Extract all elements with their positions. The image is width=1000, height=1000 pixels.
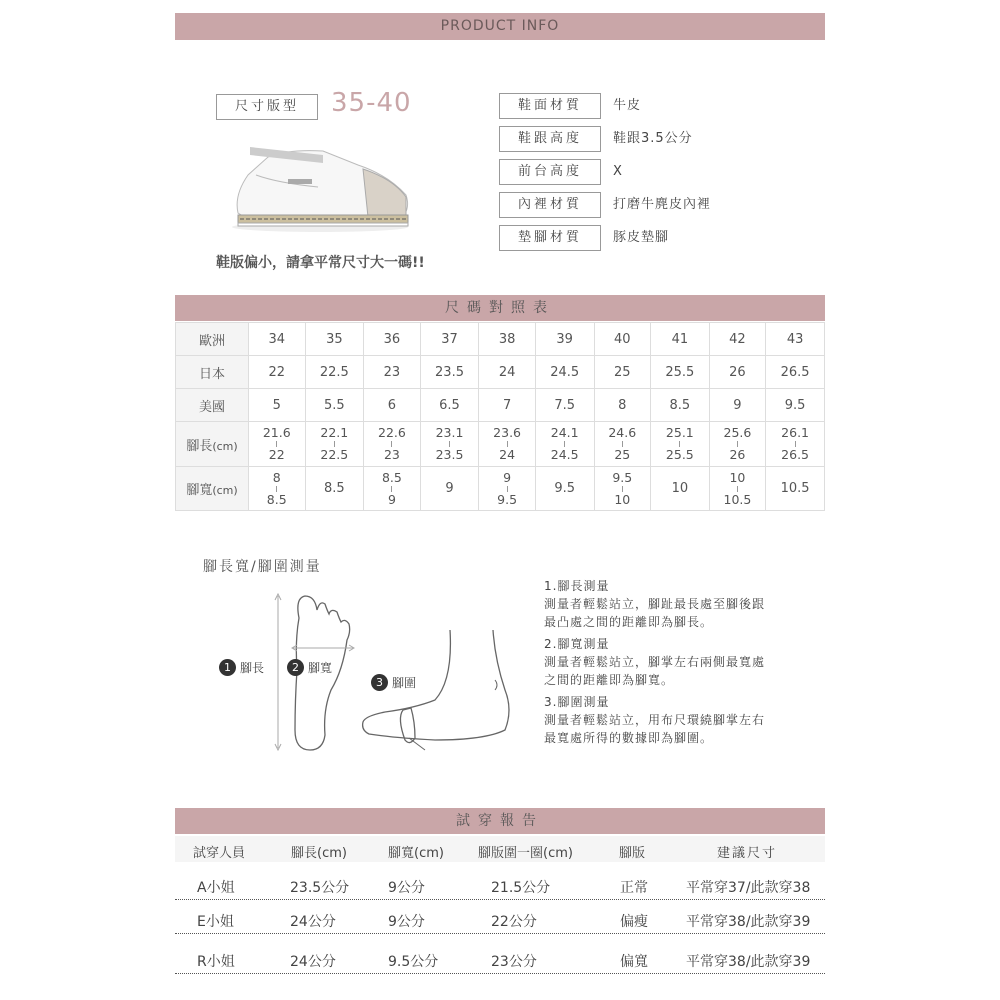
size-range: 35-40: [331, 88, 412, 118]
report-row: [175, 943, 825, 974]
spec-label-insole: 墊腳材質: [499, 225, 601, 251]
cell-eu: 34: [249, 323, 306, 356]
table-row-eu: [176, 323, 825, 356]
length-min: 26.1: [781, 425, 810, 440]
cell-width: [709, 467, 766, 511]
cell-us: 6.5: [420, 389, 479, 422]
report-cell: 平常穿37/此款穿38: [686, 880, 811, 896]
cell-jp: 26: [709, 356, 766, 389]
cell-width: 8.5: [305, 467, 364, 511]
report-cell: 正常: [620, 880, 648, 896]
cell-length: [420, 422, 479, 467]
report-cell: E小姐: [197, 914, 234, 930]
row-header-length-label: 腳長: [186, 438, 213, 454]
report-header: 腳長(cm): [291, 846, 347, 861]
badge-girth-num: 3: [371, 674, 388, 691]
cell-us: 9.5: [766, 389, 825, 422]
cell-width: [249, 467, 306, 511]
badge-length-label: 腳長: [240, 661, 265, 675]
length-min: 23.6: [493, 425, 522, 440]
width-min: 8.5: [381, 469, 402, 485]
report-cell: 平常穿38/此款穿39: [686, 954, 811, 970]
table-row-us: [176, 389, 825, 422]
badge-length-num: 1: [219, 659, 236, 676]
step-title: 2.腳寬測量: [544, 637, 610, 651]
size-type-label: 尺寸版型: [216, 94, 318, 120]
report-cell: 9公分: [388, 914, 425, 930]
report-row: [175, 869, 825, 900]
length-max: 22: [268, 447, 285, 462]
row-header-us: 美國: [176, 389, 249, 422]
length-max: 24: [499, 447, 516, 462]
cell-jp: 23.5: [420, 356, 479, 389]
row-header-jp: 日本: [176, 356, 249, 389]
report-header: 腳版: [619, 846, 646, 861]
cell-jp: 25: [594, 356, 651, 389]
cell-eu: 36: [364, 323, 421, 356]
cell-jp: 24.5: [535, 356, 594, 389]
report-cell: 9.5公分: [388, 954, 439, 970]
spec-value-heel: 鞋跟3.5公分: [613, 131, 693, 146]
cell-us: 5: [249, 389, 306, 422]
length-min: 24.1: [550, 425, 579, 440]
cell-length: [651, 422, 710, 467]
width-max: 10.5: [723, 491, 752, 507]
report-cell: A小姐: [197, 880, 235, 896]
size-table: [175, 322, 825, 511]
row-header-width: [176, 467, 249, 511]
badge-girth: [371, 674, 416, 691]
spec-label-lining: 內裡材質: [499, 192, 601, 218]
badge-width: [287, 659, 332, 676]
size-note: 鞋版偏小，請拿平常尺寸大一碼!!: [216, 255, 425, 271]
report-header-row: [175, 836, 825, 862]
spec-label-upper: 鞋面材質: [499, 93, 601, 119]
cell-jp: 22.5: [305, 356, 364, 389]
step-text: 之間的距離即為腳寬。: [544, 673, 675, 687]
cell-width: [364, 467, 421, 511]
width-min: 10: [729, 469, 746, 485]
cell-us: 9: [709, 389, 766, 422]
cell-length: [479, 422, 536, 467]
spec-label-platform: 前台高度: [499, 159, 601, 185]
length-max: 23.5: [435, 447, 464, 462]
report-cell: 24公分: [290, 954, 336, 970]
length-max: 24.5: [550, 447, 579, 462]
step-title: 1.腳長測量: [544, 579, 610, 593]
report-cell: 9公分: [388, 880, 425, 896]
length-max: 25: [614, 447, 631, 462]
cell-us: 8.5: [651, 389, 710, 422]
cell-eu: 40: [594, 323, 651, 356]
measure-step-3: [544, 693, 765, 747]
cell-width: 10.5: [766, 467, 825, 511]
row-header-length-unit: (cm): [212, 439, 238, 453]
spec-value-insole: 豚皮墊腳: [613, 230, 670, 245]
cell-jp: 22: [249, 356, 306, 389]
length-min: 25.6: [723, 425, 752, 440]
spec-value-lining: 打磨牛麂皮內裡: [613, 197, 712, 212]
cell-length: [249, 422, 306, 467]
report-header: 試穿人員: [193, 846, 246, 861]
cell-eu: 41: [651, 323, 710, 356]
cell-jp: 25.5: [651, 356, 710, 389]
length-max: 26: [729, 447, 746, 462]
cell-eu: 39: [535, 323, 594, 356]
spec-value-upper: 牛皮: [613, 98, 642, 113]
width-min: 9: [503, 469, 512, 485]
cell-length: [364, 422, 421, 467]
badge-length: [219, 659, 264, 676]
cell-us: 6: [364, 389, 421, 422]
report-header: 腳寬(cm): [388, 846, 444, 861]
spec-label-heel: 鞋跟高度: [499, 126, 601, 152]
cell-us: 7.5: [535, 389, 594, 422]
step-text: 測量者輕鬆站立，腳掌左右兩側最寬處: [544, 655, 766, 669]
badge-width-num: 2: [287, 659, 304, 676]
spec-value-platform: X: [613, 164, 623, 179]
table-row-jp: [176, 356, 825, 389]
step-text: 測量者輕鬆站立，用布尺環繞腳掌左右: [544, 713, 766, 727]
length-min: 22.6: [378, 425, 406, 440]
cell-length: [594, 422, 651, 467]
report-cell: 24公分: [290, 914, 336, 930]
measure-step-2: [544, 635, 765, 689]
step-title: 3.腳圍測量: [544, 695, 610, 709]
cell-length: [305, 422, 364, 467]
cell-length: [709, 422, 766, 467]
length-min: 25.1: [665, 425, 694, 440]
report-cell: 平常穿38/此款穿39: [686, 914, 811, 930]
step-text: 測量者輕鬆站立，腳趾最長處至腳後跟: [544, 597, 766, 611]
report-cell: 22公分: [491, 914, 537, 930]
length-max: 23: [383, 447, 400, 462]
width-min: 8: [272, 469, 281, 485]
measure-step-1: [544, 577, 765, 631]
report-row: [175, 903, 825, 934]
row-header-eu: 歐洲: [176, 323, 249, 356]
cell-eu: 43: [766, 323, 825, 356]
cell-width: [479, 467, 536, 511]
report-cell: 23.5公分: [290, 880, 350, 896]
step-text: 最凸處之間的距離即為腳長。: [544, 615, 714, 629]
width-max: 8.5: [266, 491, 287, 507]
row-header-width-label: 腳寬: [186, 483, 213, 498]
cell-us: 5.5: [305, 389, 364, 422]
product-info-header: PRODUCT INFO: [175, 13, 825, 40]
report-header: 腳版圍一圈(cm): [478, 846, 573, 861]
report-title: 試穿報告: [175, 808, 825, 834]
width-max: 9: [387, 491, 396, 507]
length-min: 24.6: [608, 425, 637, 440]
cell-eu: 38: [479, 323, 536, 356]
width-min: 9.5: [612, 469, 633, 485]
badge-width-label: 腳寬: [308, 661, 333, 675]
cell-width: 10: [651, 467, 710, 511]
cell-jp: 24: [479, 356, 536, 389]
row-header-width-unit: (cm): [212, 484, 238, 497]
cell-eu: 42: [709, 323, 766, 356]
badge-girth-label: 腳圍: [392, 676, 417, 690]
length-min: 23.1: [435, 425, 464, 440]
cell-length: [766, 422, 825, 467]
size-table-title: 尺碼對照表: [175, 295, 825, 321]
cell-eu: 37: [420, 323, 479, 356]
length-max: 26.5: [781, 447, 810, 462]
width-max: 10: [614, 491, 631, 507]
width-max: 9.5: [497, 491, 518, 507]
cell-eu: 35: [305, 323, 364, 356]
report-cell: 偏瘦: [620, 914, 648, 930]
table-row-length: [176, 422, 825, 467]
cell-jp: 26.5: [766, 356, 825, 389]
report-cell: 23公分: [491, 954, 537, 970]
length-max: 22.5: [320, 447, 349, 462]
step-text: 最寬處所得的數據即為腳圍。: [544, 731, 714, 745]
measure-title: 腳長寬/腳圍測量: [203, 559, 322, 575]
cell-width: 9.5: [535, 467, 594, 511]
report-cell: R小姐: [197, 954, 235, 970]
cell-jp: 23: [364, 356, 421, 389]
cell-us: 7: [479, 389, 536, 422]
report-cell: 偏寬: [620, 954, 648, 970]
length-min: 22.1: [320, 425, 349, 440]
cell-width: 9: [420, 467, 479, 511]
report-cell: 21.5公分: [491, 880, 551, 896]
length-max: 25.5: [665, 447, 694, 462]
length-min: 21.6: [262, 425, 291, 440]
report-header: 建議尺寸: [717, 846, 778, 861]
cell-width: [594, 467, 651, 511]
shoe-image: [228, 135, 413, 235]
table-row-width: [176, 467, 825, 511]
row-header-length: [176, 422, 249, 467]
cell-us: 8: [594, 389, 651, 422]
cell-length: [535, 422, 594, 467]
